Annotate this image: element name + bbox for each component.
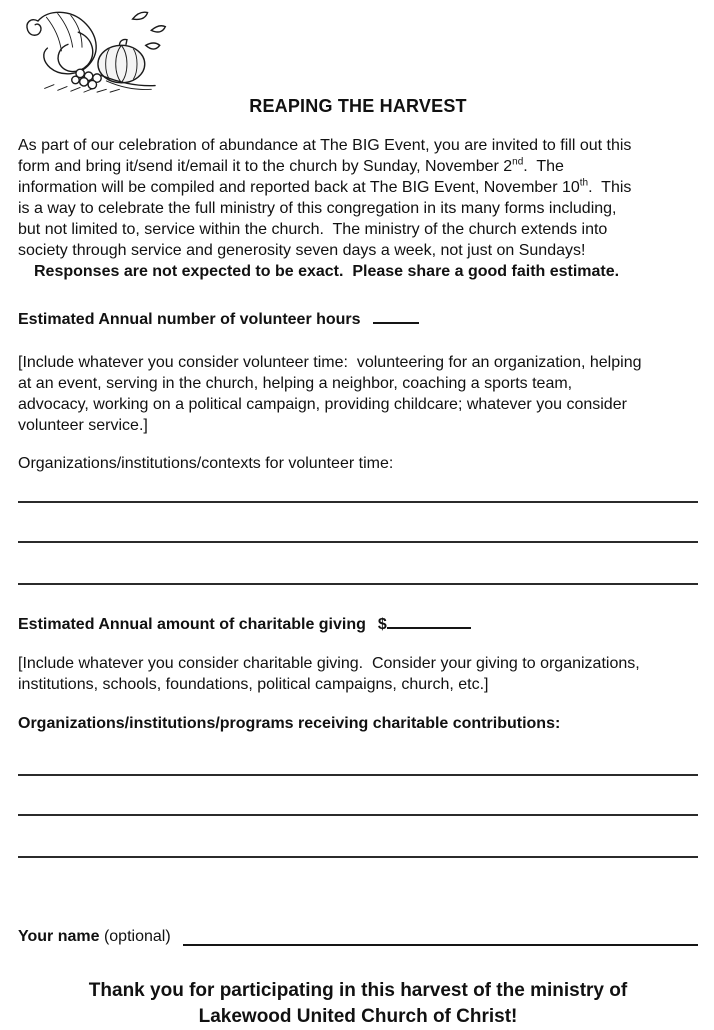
giving-note-line-2: institutions, schools, foundations, political campaigns, church, etc.] <box>18 676 489 693</box>
volunteer-note-line-3: advocacy, working on a political campaign, providing childcare; whatever you consider <box>18 396 627 413</box>
recipients-label: Organizations/institutions/programs receiving charitable contributions: <box>18 715 561 732</box>
cornucopia-clipart-icon <box>22 6 172 94</box>
intro-line-2 <box>18 156 698 177</box>
name-blank[interactable] <box>183 928 698 946</box>
intro-line-4: is a way to celebrate the full ministry of this congregation in its many forms including, <box>18 200 617 217</box>
intro-line-5: but not limited to, service within the church. The ministry of the church extends into <box>18 221 608 238</box>
volunteer-note-line-4: volunteer service.] <box>18 417 148 434</box>
your-name-label: Your name <box>18 928 100 945</box>
recipient-line-3[interactable] <box>18 816 698 858</box>
intro-line-6: society through service and generosity seven days a week, not just on Sundays! <box>18 242 586 259</box>
thank-you-footer <box>18 978 698 1030</box>
volunteer-context-line-2[interactable] <box>18 503 698 543</box>
intro-line-2-text: form and bring it/send it/email it to the church by Sunday, November 2 <box>18 158 513 175</box>
volunteer-hours-row <box>18 308 698 330</box>
volunteer-hours-blank[interactable] <box>373 308 419 324</box>
volunteer-contexts-label: Organizations/institutions/contexts for volunteer time: <box>18 455 394 472</box>
charitable-giving-blank[interactable] <box>387 613 471 629</box>
volunteer-hours-label: Estimated Annual number of volunteer hours <box>18 311 361 328</box>
intro-line-3 <box>18 177 698 198</box>
intro-line-2-tail: . The <box>523 158 564 175</box>
volunteer-note-line-1: [Include whatever you consider volunteer time: volunteering for an organization, helping <box>18 354 642 371</box>
ordinal-superscript: nd <box>512 156 524 168</box>
good-faith-estimate-note: Responses are not expected to be exact. Please share a good faith estimate. <box>34 263 620 280</box>
recipient-line-2[interactable] <box>18 776 698 816</box>
intro-line-1: As part of our celebration of abundance at The BIG Event, you are invited to fill out this <box>18 137 632 154</box>
footer-line-1: Thank you for participating in this harvest of the ministry of <box>88 980 628 1001</box>
volunteer-note <box>18 352 698 436</box>
intro-line-3-tail: . This <box>588 179 632 196</box>
charitable-giving-row <box>18 613 698 635</box>
volunteer-context-line-3[interactable] <box>18 543 698 585</box>
ordinal-superscript: th <box>579 177 589 189</box>
intro-paragraph <box>18 135 698 282</box>
dollar-sign: $ <box>377 616 387 633</box>
volunteer-context-line-1[interactable] <box>18 474 698 503</box>
recipient-line-1[interactable] <box>18 734 698 776</box>
footer-line-2: Lakewood United Church of Christ! <box>198 1006 518 1027</box>
intro-line-3-text: information will be compiled and reported back at The BIG Event, November 10 <box>18 179 580 196</box>
name-row <box>18 926 698 948</box>
giving-note-line-1: [Include whatever you consider charitable giving. Consider your giving to organizations, <box>18 655 640 672</box>
giving-note <box>18 653 698 695</box>
form-title: REAPING THE HARVEST <box>249 96 467 116</box>
charitable-giving-label: Estimated Annual amount of charitable giving <box>18 616 366 633</box>
volunteer-note-line-2: at an event, serving in the church, helping a neighbor, coaching a sports team, <box>18 375 573 392</box>
optional-label: (optional) <box>99 928 176 945</box>
